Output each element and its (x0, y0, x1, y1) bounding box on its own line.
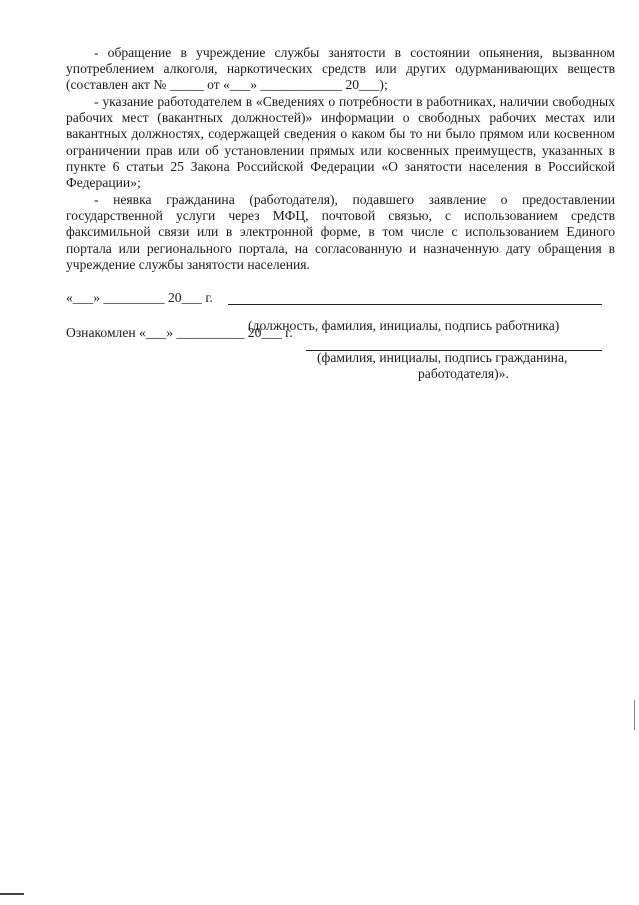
paragraph-employer-info: - указание работодателем в «Сведениях о потребности в работниках, наличии свободных рабочих мест (вакантных должностей)» информации о свободных рабочих местах или вакантных должностях, содержащей сведения о каком бы то ни было прямом или косвенном ограничении прав или об установлении прямых или косвенных преимуществ, указанных в пункте 6 статьи 25 Закона Российской Федерации «О занятости населения в Российской Федерации»; (66, 94, 615, 191)
paragraph-no-show: - неявка гражданина (работодателя), подавшего заявление о предоставлении государственной услуги через МФЦ, почтовой связью, с использованием средств факсимильной связи или в электронной форме, в том числе с использованием Единого портала или регионального портала, на согласованную и назначенную дату обращения в учреждение службы занятости населения. (66, 192, 615, 272)
signature-row2-caption-1: (фамилия, инициалы, подпись гражданина, (317, 350, 568, 365)
signature-row1-date: «___» _________ 20___ г. (66, 290, 213, 305)
signature-row2-date: Ознакомлен «___» __________ 20___ г. (66, 325, 293, 340)
signature-row1-line (228, 304, 602, 305)
paragraph-intoxication: - обращение в учреждение службы занятости в состоянии опьянения, вызванном употреблением алкоголя, наркотических средств или других одурманивающих веществ (составлен акт № _____ от «___» ____________ 20___); (66, 45, 615, 93)
scan-edge-mark-right (634, 700, 635, 730)
signature-row1-caption: (должность, фамилия, инициалы, подпись работника) (248, 318, 560, 333)
scan-edge-mark (0, 893, 24, 895)
signature-row2-caption-2: работодателя)». (418, 366, 509, 381)
